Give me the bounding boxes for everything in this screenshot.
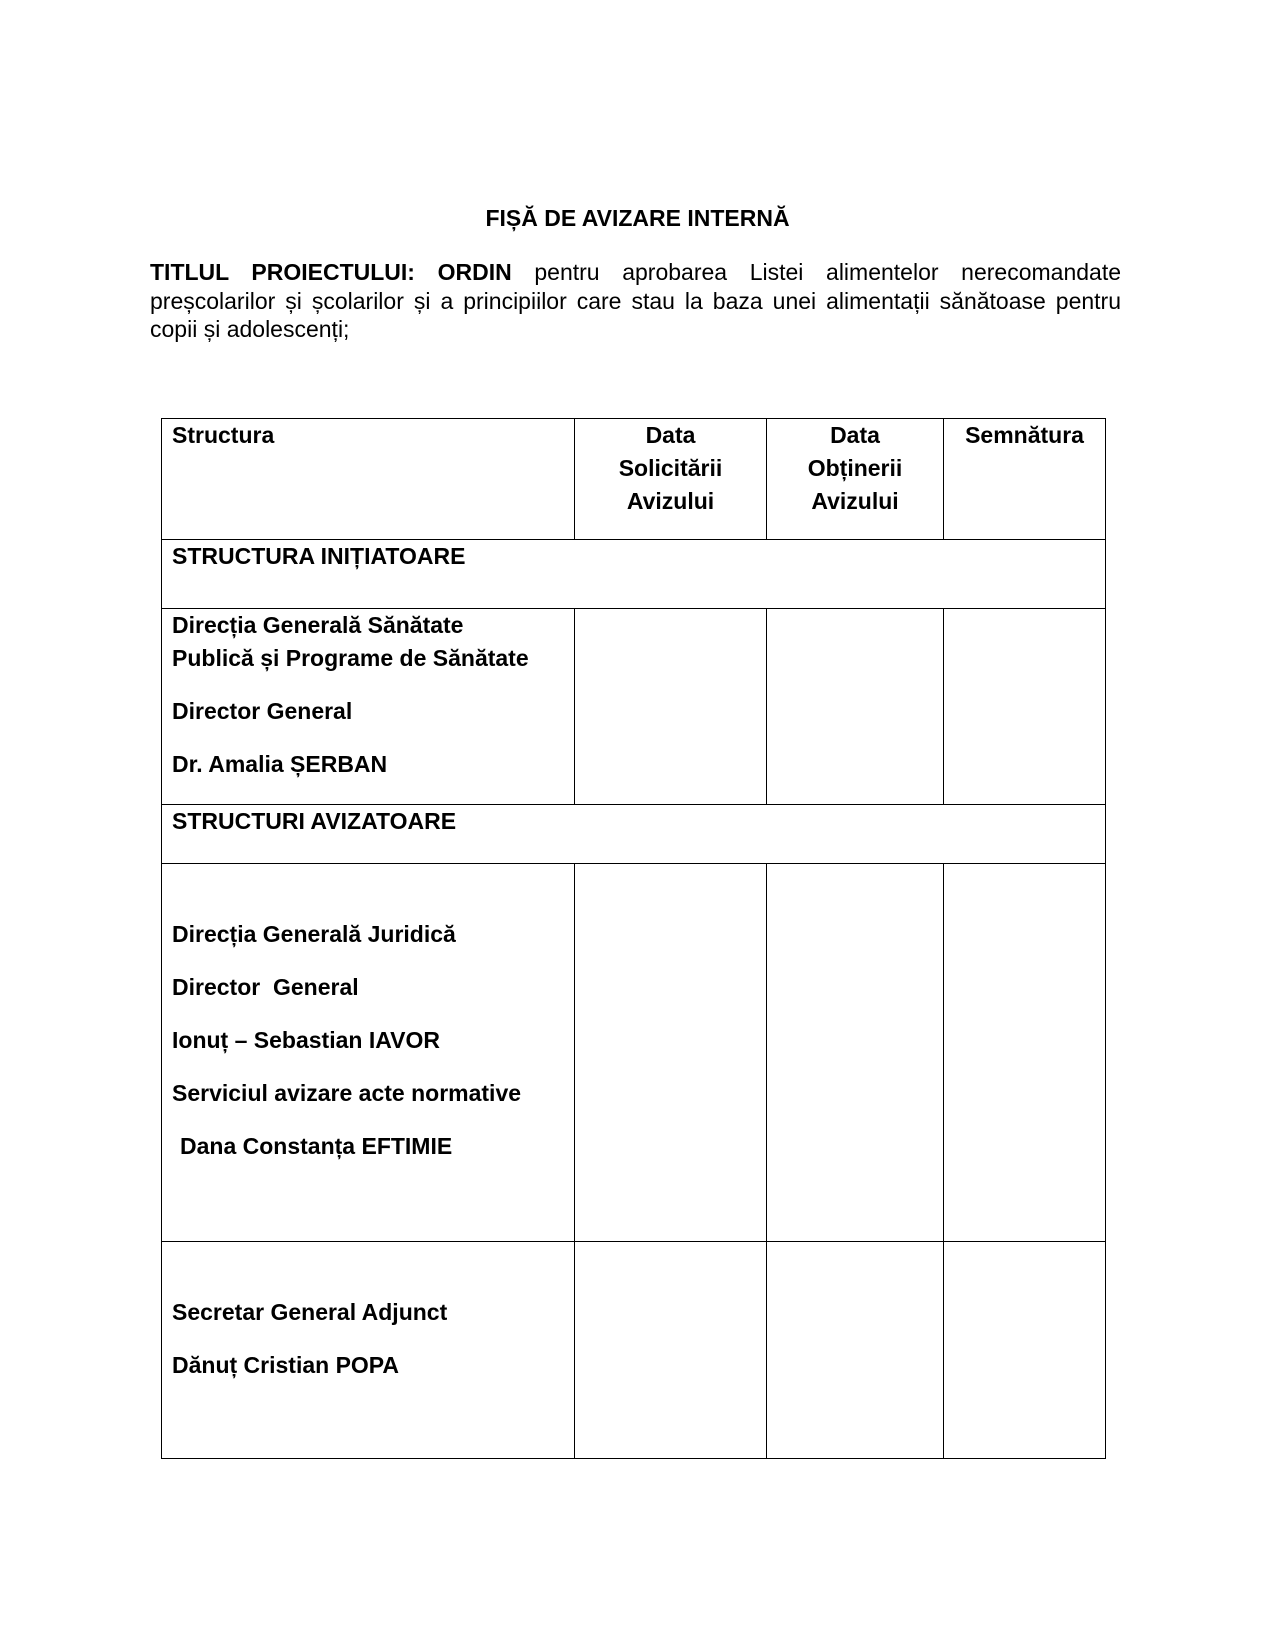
initiator-role: Director General (172, 698, 353, 724)
project-title-paragraph (150, 258, 1121, 344)
juridic-date-requested-cell[interactable] (575, 864, 767, 1242)
section-row-initiator (162, 540, 1106, 609)
initiator-signature-cell[interactable] (944, 609, 1106, 805)
project-type: ORDIN (437, 259, 512, 285)
initiator-cell (162, 609, 575, 805)
secretar-cell (162, 1242, 575, 1459)
header-data-obtinerii-line: Avizului (811, 488, 899, 514)
initiator-dept-line1: Direcția Generală Sănătate (172, 612, 464, 638)
project-label: TITLUL PROIECTULUI: (150, 259, 415, 285)
header-data-obtinerii-line: Obținerii (807, 455, 903, 481)
table-row-initiator (162, 609, 1106, 805)
secretar-signature-cell[interactable] (944, 1242, 1106, 1459)
header-data-solicitarii-line: Solicitării (618, 455, 723, 481)
initiator-person: Dr. Amalia ȘERBAN (172, 751, 388, 777)
juridic-cell (162, 864, 575, 1242)
table-header-row (162, 419, 1106, 540)
initiator-dept-line2: Publică și Programe de Sănătate (172, 645, 529, 671)
initiator-date-requested-cell[interactable] (575, 609, 767, 805)
secretar-date-requested-cell[interactable] (575, 1242, 767, 1459)
secretar-date-obtained-cell[interactable] (767, 1242, 944, 1459)
header-data-solicitarii-line: Avizului (626, 488, 715, 514)
initiator-date-obtained-cell[interactable] (767, 609, 944, 805)
header-structura: Structura (162, 419, 575, 540)
header-semnatura: Semnătura (944, 419, 1106, 540)
table-row-secretar (162, 1242, 1106, 1459)
secretar-role: Secretar General Adjunct (172, 1299, 448, 1325)
juridic-date-obtained-cell[interactable] (767, 864, 944, 1242)
header-data-obtinerii-line: Data (830, 422, 880, 448)
approval-table (161, 418, 1106, 1459)
juridic-signature-cell[interactable] (944, 864, 1106, 1242)
header-data-solicitarii (575, 419, 767, 540)
header-data-obtinerii (767, 419, 944, 540)
juridic-person: Ionuț – Sebastian IAVOR (172, 1027, 440, 1053)
document-title: FIȘĂ DE AVIZARE INTERNĂ (485, 205, 790, 231)
section-initiator-label: STRUCTURA INIȚIATOARE (162, 540, 1106, 609)
juridic-role: Director General (172, 974, 359, 1000)
header-data-solicitarii-line: Data (645, 422, 696, 448)
secretar-person: Dănuț Cristian POPA (172, 1352, 400, 1378)
section-reviewers-label: STRUCTURI AVIZATOARE (162, 805, 1106, 864)
section-row-reviewers (162, 805, 1106, 864)
project-description: pentru aprobarea Listei alimentelor nerecomandate preșcolarilor și școlarilor și a principiilor care stau la baza unei alimentații sănătoase pentru copii și adolescenți; (150, 259, 1121, 342)
juridic-service: Serviciul avizare acte normative (172, 1080, 522, 1106)
table-row-juridic (162, 864, 1106, 1242)
juridic-service-person: Dana Constanța EFTIMIE (180, 1133, 453, 1159)
juridic-dept: Direcția Generală Juridică (172, 921, 456, 947)
